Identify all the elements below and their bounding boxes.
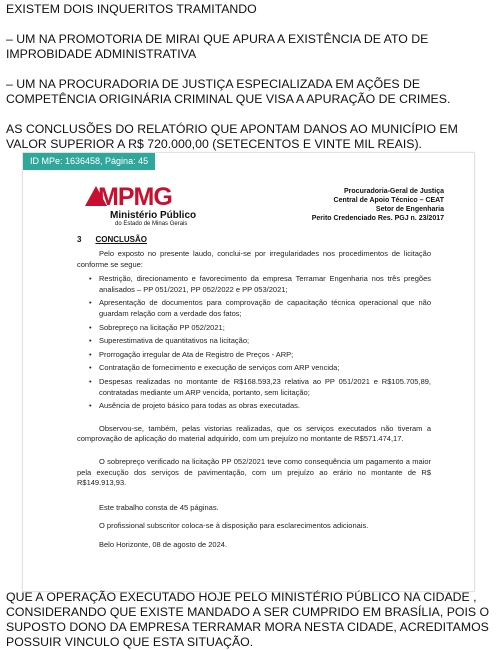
findings-list bbox=[77, 274, 431, 412]
paragraph-overprice: O sobrepreço verificado na licitação PP 052/2021 teve como consequência um pagamento a maior pela execução dos serviços de pavimentação, com um prejuízo ao erário no montante de R$ R$149.913,93. bbox=[77, 456, 431, 488]
list-item: • Sobrepreço na licitação PP 052/2021; bbox=[99, 323, 431, 334]
logo-name: Ministério Público bbox=[110, 210, 197, 221]
section-label: CONCLUSÃO bbox=[95, 235, 148, 244]
header-line-2: Central de Apoio Técnico – CEAT bbox=[333, 197, 444, 204]
place-date: Belo Horizonte, 08 de agosto de 2024. bbox=[99, 539, 228, 549]
list-item: • Ausência de projeto básico para todas as obras executadas. bbox=[99, 401, 431, 412]
bottom-paragraph: QUE A OPERAÇÃO EXECUTADO HOJE PELO MINISTÉRIO PÚBLICO NA CIDADE , CONSIDERANDO QUE EXISTE MANDADO A SER CUMPRIDO EM BRASÍLIA, POIS O SUPOSTO DONO DA EMPRESA TERRAMAR MORA NESTA CIDADE, ACREDITAMOS POSSUIR VINCULO QUE ESTA SITUAÇÃO. bbox=[6, 590, 490, 649]
list-item: • Restrição, direcionamento e favorecimento da empresa Terramar Engenharia nos três pregões analisados – PP 051/2021, PP 052/2022 e PP 053/2021; bbox=[99, 274, 431, 295]
document-id-bar: ID MPe: 1636458, Página: 45 bbox=[23, 153, 155, 170]
paragraph-observations: Observou-se, também, pelas vistorias realizadas, que os serviços executados não tiveram a comprovação de aplicação do material adquirido, com um prejuízo no montante de R$571.474,17. bbox=[77, 423, 431, 444]
document-scan bbox=[22, 152, 475, 592]
list-item: • Apresentação de documentos para comprovação de capacitação técnica operacional que não guardam relação com a verdade dos fatos; bbox=[99, 298, 431, 319]
header-line-1: Procuradoria-Geral de Justiça bbox=[344, 188, 444, 195]
document-body bbox=[77, 249, 431, 550]
logo-acronym: MPMG bbox=[98, 183, 172, 211]
header-line-3: Setor de Engenharia bbox=[375, 206, 444, 213]
list-item: • Prorrogação irregular de Ata de Registro de Preços - ARP; bbox=[99, 350, 431, 361]
closing-pages: Este trabalho consta de 45 páginas. bbox=[99, 502, 219, 512]
intro-conclusions: AS CONCLUSÕES DO RELATÓRIO QUE APONTAM DANOS AO MUNICÍPIO EM VALOR SUPERIOR A R$ 720.000,00 (SETECENTOS E VINTE MIL REAIS). bbox=[6, 122, 458, 151]
list-item: • Contratação de fornecimento e execução de serviços com ARP vencida; bbox=[99, 363, 431, 374]
list-item: • Superestimativa de quantitativos na licitação; bbox=[99, 336, 431, 347]
closing-block bbox=[77, 503, 431, 551]
header-line-4: Perito Credenciado Res. PGJ n. 23/2017 bbox=[311, 215, 444, 222]
intro-paragraph: Pelo exposto no presente laudo, conclui-se por irregularidades nos procedimentos de licitação conforme se segue: bbox=[77, 249, 431, 269]
closing-availability: O profissional subscritor coloca-se à disposição para esclarecimentos adicionais. bbox=[99, 521, 369, 531]
document-header-info bbox=[274, 187, 444, 223]
intro-heading: EXISTEM DOIS INQUERITOS TRAMITANDO bbox=[6, 2, 257, 16]
section-title bbox=[77, 235, 147, 244]
list-item: • Despesas realizadas no montante de R$168.593,23 relativa ao PP 051/2021 e R$105.705,89, contratadas mediante um ARP vencida, portanto, sem licitação; bbox=[99, 377, 431, 398]
intro-item-1: – UM NA PROMOTORIA DE MIRAI QUE APURA A EXISTÊNCIA DE ATO DE IMPROBIDADE ADMINISTRATIVA bbox=[6, 32, 429, 61]
logo-state: do Estado de Minas Gerais bbox=[115, 221, 188, 227]
mpmg-logo bbox=[85, 183, 235, 231]
bottom-text bbox=[6, 590, 494, 650]
intro-item-2: – UM NA PROCURADORIA DE JUSTIÇA ESPECIALIZADA EM AÇÕES DE COMPETÊNCIA ORIGINÁRIA CRIMINAL QUE VISA A APURAÇÃO DE CRIMES. bbox=[6, 77, 451, 106]
intro-text bbox=[6, 2, 496, 152]
section-number: 3 bbox=[77, 235, 82, 244]
